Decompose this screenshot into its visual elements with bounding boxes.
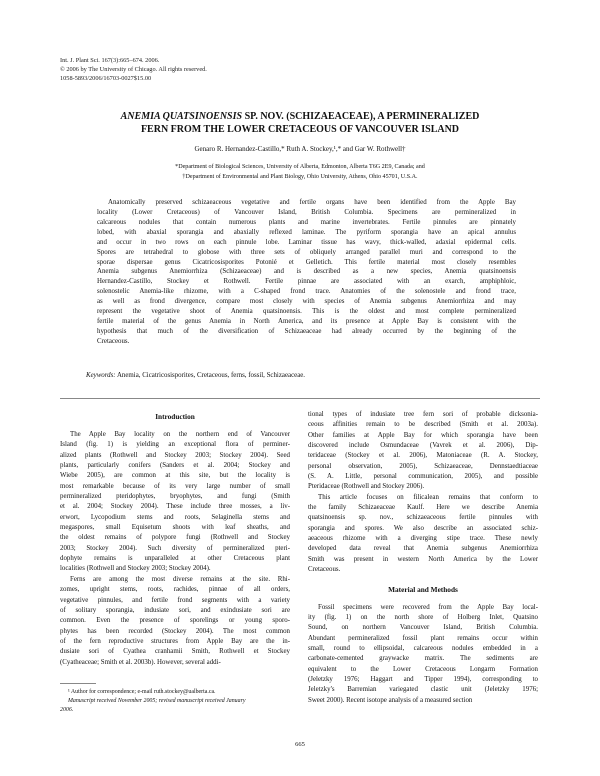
text-line: discovered include Osmundaceae (Vavrek et al. 2006), Dip-: [308, 442, 538, 450]
abstract-line: lobed, with abaxial sporangia and abaxially reflexed laminae. The pyriform sporangia have an apical annulus: [97, 228, 516, 236]
keywords: [86, 372, 516, 379]
affiliation-1: *Department of Biological Sciences, University of Alberta, Edmonton, Alberta T6G 2E9, Canada; and: [175, 164, 425, 170]
keywords-label: Keywords:: [86, 372, 116, 379]
keywords-text: Anemia, Cicatricosisporites, Cretaceous, ferns, fossil, Schizaeaceae.: [115, 372, 306, 379]
text-line: plants, particularly conifers (Sanders et al. 2004; Stockey and: [60, 462, 290, 470]
page-number: 665: [295, 741, 305, 748]
journal-header: [60, 56, 207, 83]
text-line: This article focuses on filicalean remains that conform to: [318, 493, 538, 501]
text-line: of solitary sporangia, indusiate sori, and exindusiate sori are: [60, 606, 290, 614]
affiliations: [60, 162, 540, 182]
text-line: Sound, on northern Vancouver Island, British Columbia.: [308, 624, 538, 632]
text-line: Island (fig. 1) is yielding an exceptional flora of perminer-: [60, 441, 290, 449]
abstract-line: as well as frond divergence, compare most closely with species of Anemia subgenus Anemiorrhiza and may: [97, 298, 516, 306]
text-line: quatsinoensis sp. nov., schizaeaceous fertile pinnules with: [308, 514, 538, 522]
methods-paragraph-1: [308, 603, 538, 706]
text-line: teridaceae (Stockey et al. 2006), Matoniaceae (R. A. Stockey,: [308, 452, 538, 460]
text-line: of the fern reproductive structures from Apple Bay are the in-: [60, 637, 290, 645]
affiliation-2: †Department of Environmental and Plant Biology, Ohio University, Athens, Ohio 45701, U.S.A.: [182, 174, 418, 180]
intro-paragraph-3: [308, 493, 538, 576]
text-line: Ferns are among the most diverse remains at the site. Rhi-: [70, 575, 290, 583]
section-divider: [60, 398, 540, 399]
text-line: sporangia and spores. We also describe an associated schiz-: [308, 524, 538, 532]
correspondence-footnote: ¹ Author for correspondence; e-mail ruth.stockey@ualberta.ca.: [68, 689, 216, 695]
introduction-heading: Introduction: [155, 412, 195, 421]
title-species-name: ANEMIA QUATSINOENSIS: [120, 111, 243, 122]
abstract-line: hypothesis that much of the diversification of Schizaeaceae had already occurred by the beginning of the: [97, 327, 516, 335]
text-line: Pteridaceae (Rothwell and Stockey 2006).: [308, 483, 425, 491]
text-line: Abundant permineralized fossil plant remains occur within: [308, 634, 538, 642]
text-line: (Cyatheaceae; Smith et al. 2003b). However, several addi-: [60, 658, 221, 666]
text-line: equivalent to the Lower Cretaceous Longarm Formation: [308, 665, 538, 673]
left-column: [60, 410, 290, 668]
abstract-line: represent the vegetative shoot of Anemia quatsinoensis. This is the oldest and most complete permineralized: [97, 308, 516, 316]
text-line: Sweet 2000). Recent isotope analysis of a measured section: [308, 696, 473, 704]
intro-continued: [308, 410, 538, 493]
abstract-line: Anemia subgenus Anemiorrhiza (Schizaeaceae) and is described as a new species, Anemia quatsinoensis: [97, 268, 516, 276]
abstract-line: and occur in two rows on each pinnule lobe. Laminar tissue has wavy, thick-walled, adaxial epidermal cells.: [97, 238, 516, 246]
text-line: phytes has been recorded (Stockey 2004). The most common: [60, 627, 290, 635]
text-line: ceous affinities remain to be described (Smith et al. 2003a).: [308, 421, 538, 429]
text-line: carbonate-cemented graywacke matrix. The sediments are: [308, 655, 538, 663]
text-line: permineralized pteridophytes, bryophytes, and fungi (Smith: [60, 493, 290, 501]
text-line: Cretaceous.: [308, 566, 341, 574]
intro-paragraph-1: [60, 430, 290, 575]
abstract-line: locality (Lower Cretaceous) of Vancouver Island, British Columbia. Specimens are permineralized in: [97, 208, 516, 216]
text-line: et al. 2004; Stockey 2004). These include three mosses, a liv-: [60, 503, 290, 511]
abstract-line: Hernandez-Castillo, Stockey et Rothwell. Fertile pinnae are associated with an exarch, amphiphloic,: [97, 278, 516, 286]
text-line: Fossil specimens were recovered from the Apple Bay local-: [318, 603, 538, 611]
text-line: vegetative pinnules, and fertile frond segments with a variety: [60, 596, 290, 604]
text-line: erwort, Lycopodium stems and roots, Selaginella stems and: [60, 513, 290, 521]
text-line: developed data reveal that Anemia subgenus Anemiorrhiza: [308, 545, 538, 553]
text-line: dophyte remains is unparalleled at other Cretaceous plant: [60, 555, 290, 563]
author-list: Genaro R. Hernandez-Castillo,* Ruth A. Stockey,¹,* and Gar W. Rothwell†: [194, 145, 406, 153]
text-line: 2003; Stockey 2004). Such diversity of permineralized pteri-: [60, 544, 290, 552]
article-title: [60, 110, 540, 136]
text-line: (S. A. Little, personal communication, 2005), and possible: [308, 473, 538, 481]
abstract-line: Cretaceous.: [97, 337, 130, 345]
abstract-line: Anatomically preserved schizaeaceous vegetative and fertile organs have been identified from the Apple Bay: [108, 199, 516, 206]
text-line: personal observation, 2005), Schizaeaceae, Dennstaedtiaceae: [308, 462, 538, 470]
text-line: most remarkable because of its very large number of small: [60, 482, 290, 490]
methods-heading: Material and Methods: [388, 584, 458, 594]
copyright: © 2006 by The University of Chicago. All rights reserved.: [60, 66, 207, 73]
abstract-line: calcareous nodules that contain numerous plants and marine invertebrates. Fertile pinnules are pinnately: [97, 218, 516, 226]
text-line: alized plants (Rothwell and Stockey 2003; Stockey 2004). Seed: [60, 451, 290, 459]
text-line: aeaceous rhizome with a diverging stipe trace. These newly: [308, 535, 538, 543]
text-line: small, round to ellipsoidal, calcareous nodules embedded in a: [308, 644, 538, 652]
footnotes: [60, 688, 290, 715]
text-line: megaspores, small Equisetum shoots with leaf sheaths, and: [60, 524, 290, 532]
text-line: The Apple Bay locality on the northern end of Vancouver: [70, 431, 290, 438]
title-line2: FERN FROM THE LOWER CRETACEOUS OF VANCOUVER ISLAND: [140, 124, 460, 135]
text-line: localities (Rothwell and Stockey 2003; Stockey 2004).: [60, 565, 211, 573]
text-line: Other families at Apple Bay for which sporangia have been: [308, 431, 538, 439]
issn: 1058-5893/2006/16703-0027$15.00: [60, 75, 152, 82]
citation: Int. J. Plant Sci. 167(3):665–674. 2006.: [60, 57, 160, 64]
text-line: common. Even the presence of sporelings or young sporo-: [60, 617, 290, 625]
text-line: zomes, upright stems, roots, rachides, pinnae of all orders,: [60, 586, 290, 594]
manuscript-dates-cont: 2006.: [60, 707, 74, 713]
manuscript-dates: Manuscript received November 2005; revised manuscript received January: [68, 698, 246, 704]
text-line: Smith was present in western North America by the Lower: [308, 555, 538, 563]
text-line: ity (fig. 1) on the north shore of Holberg Inlet, Quatsino: [308, 613, 538, 621]
text-line: Jeletzky's Barremian variegated clastic unit (Jeletzky 1976;: [308, 686, 538, 694]
text-line: Wiebe 2005), are common at this site, but the locality is: [60, 472, 290, 480]
footnote-divider: [60, 683, 96, 684]
text-line: (Jeletzky 1976; Haggart and Tipper 1994), corresponding to: [308, 675, 538, 683]
abstract: [86, 198, 516, 347]
text-line: dusiate sori of Cyathea cranhamii Smith, Rothwell et Stockey: [60, 648, 290, 656]
title-line1-rest: SP. NOV. (SCHIZAEACEAE), A PERMINERALIZED: [242, 111, 480, 122]
abstract-line: Spores are tetrahedral to globose with three sets of obliquely arranged parallel muri and correspond to the: [97, 248, 516, 256]
abstract-line: solenostelic Anemia-like rhizome, with a C-shaped frond trace. Anatomies of the solenostele and frond trace,: [97, 288, 516, 296]
intro-paragraph-2: [60, 575, 290, 668]
text-line: the family Schizaeaceae Kaulf. Here we describe Anemia: [308, 504, 538, 512]
abstract-line: fertile material of the genus Anemia in North America, and its presence at Apple Bay is consistent with the: [97, 318, 516, 326]
text-line: the oldest remains of polypore fungi (Rothwell and Stockey: [60, 534, 290, 542]
text-line: tional types of indusiate tree fern sori of probable dicksonia-: [308, 411, 538, 418]
right-column: [308, 410, 538, 706]
abstract-line: sporae dispersae genus Cicatricosisporites Potonié et Gelletich. This fertile material most closely resembles: [97, 258, 516, 266]
